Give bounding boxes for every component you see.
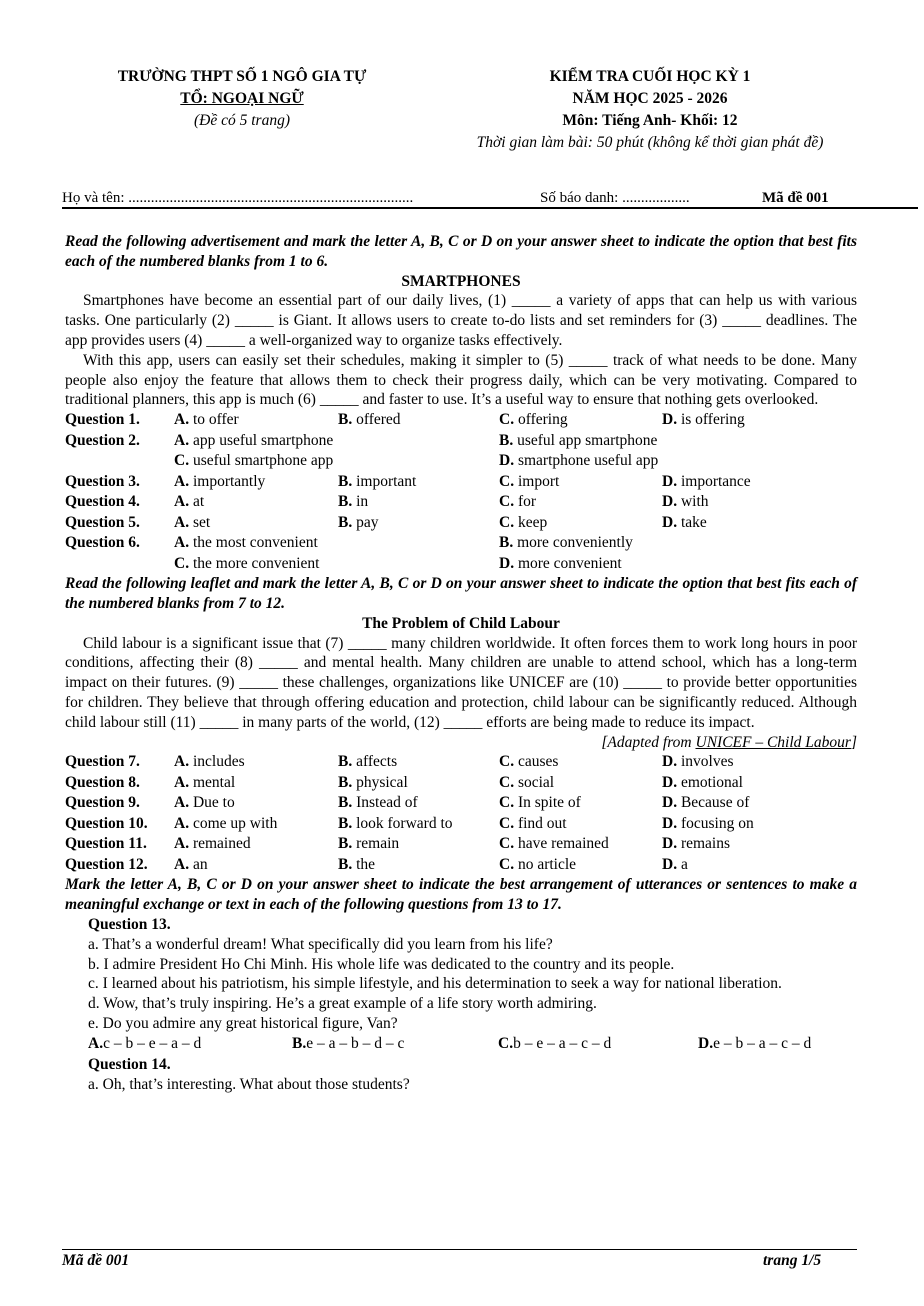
- option-letter: A.: [174, 513, 190, 531]
- question-label: Question 8.: [65, 773, 140, 791]
- option-a: includes: [192, 753, 245, 771]
- option-b: Instead of: [356, 794, 418, 812]
- footer-divider: [62, 1249, 857, 1250]
- source-prefix: [Adapted from: [601, 733, 696, 751]
- option-letter: D.: [662, 773, 678, 791]
- page-count-note: (Đề có 5 trang): [194, 112, 290, 129]
- option-letter: A.: [174, 431, 190, 449]
- section2-title: The Problem of Child Labour: [362, 614, 560, 632]
- question-label: Question 9.: [65, 794, 140, 812]
- option-d: take: [680, 513, 707, 531]
- question-row-continued: [65, 451, 857, 472]
- question-row: [65, 492, 857, 513]
- option-d: with: [680, 493, 709, 511]
- option-letter: C.: [499, 814, 515, 832]
- option-a: to offer: [192, 411, 239, 429]
- section3-instruction: Mark the letter A, B, C or D on your answer sheet to indicate the best arrangement of utterances or sentences to make a meaningful exchange or text in each of the following questions from 13 to 17.: [65, 876, 857, 914]
- q13-line-e: e. Do you admire any great historical figure, Van?: [88, 1014, 398, 1032]
- option-b: affects: [356, 753, 398, 771]
- option-d: remains: [680, 835, 731, 853]
- exam-body: [65, 232, 857, 1094]
- option-letter: C.: [499, 835, 515, 853]
- option-letter: C.: [499, 493, 515, 511]
- option-d: importance: [680, 472, 751, 490]
- q13-line-a: a. That’s a wonderful dream! What specifically did you learn from his life?: [88, 935, 553, 953]
- header-divider: [62, 207, 918, 209]
- option-d: emotional: [680, 773, 743, 791]
- option-letter: D.: [662, 835, 678, 853]
- option-letter: A.: [174, 814, 190, 832]
- option-d: e – b – a – c – d: [713, 1034, 812, 1052]
- option-b: pay: [356, 513, 379, 531]
- school-name: TRƯỜNG THPT SỐ 1 NGÔ GIA TỰ: [117, 68, 367, 85]
- option-d: is offering: [680, 411, 745, 429]
- option-a: mental: [192, 773, 236, 791]
- option-b: offered: [356, 411, 401, 429]
- option-c: b – e – a – c – d: [513, 1034, 612, 1052]
- question-row: [65, 793, 857, 814]
- option-c: useful smartphone app: [192, 452, 334, 470]
- option-d: a: [680, 855, 688, 873]
- option-c: causes: [517, 753, 559, 771]
- option-letter: D.: [499, 554, 515, 572]
- subject-line: Môn: Tiếng Anh- Khối: 12: [562, 112, 738, 129]
- question-label: Question 3.: [65, 472, 140, 490]
- option-letter: D.: [499, 452, 515, 470]
- option-a: remained: [192, 835, 251, 853]
- option-letter: A.: [174, 773, 190, 791]
- option-letter: B.: [338, 794, 353, 812]
- question-row: [65, 513, 857, 534]
- option-letter: A.: [174, 855, 190, 873]
- option-b: e – a – b – d – c: [306, 1034, 405, 1052]
- footer-exam-code: Mã đề 001: [62, 1252, 130, 1269]
- option-letter: C.: [499, 753, 515, 771]
- option-letter: B.: [338, 855, 353, 873]
- option-letter: A.: [174, 534, 190, 552]
- option-b: in: [356, 493, 369, 511]
- question-label: Question 2.: [65, 431, 140, 449]
- section1-paragraph-2: With this app, users can easily set their schedules, making it simpler to (5) _____ track of what needs to be done. Many people also enjoy the feature that allows them to check their progress daily, which can be very motivating. Compared to traditional planners, this app is much (6) _____ and faster to use. It’s a useful way to ensure that nothing gets overlooked.: [65, 351, 857, 409]
- option-b: physical: [356, 773, 408, 791]
- option-a: c – b – e – a – d: [103, 1034, 202, 1052]
- school-year: NĂM HỌC 2025 - 2026: [572, 90, 728, 107]
- option-letter: C.: [499, 773, 515, 791]
- option-d: Because of: [680, 794, 750, 812]
- option-a: set: [192, 513, 211, 531]
- option-b: look forward to: [356, 814, 453, 832]
- option-letter: C.: [174, 554, 190, 572]
- option-letter: A.: [174, 472, 190, 490]
- question-row-continued: [65, 554, 857, 575]
- footer-page-number: trang 1/5: [763, 1252, 822, 1269]
- option-letter: D.: [662, 411, 678, 429]
- option-a: the most convenient: [192, 534, 318, 552]
- time-line: Thời gian làm bài: 50 phút (không kể thời gian phát đề): [476, 134, 824, 151]
- option-b: the: [356, 855, 376, 873]
- option-d: involves: [680, 753, 734, 771]
- section1-title: SMARTPHONES: [401, 272, 521, 290]
- q13-options: [88, 1034, 857, 1055]
- section2-paragraph: Child labour is a significant issue that (7) _____ many children worldwide. It often forces them to work long hours in poor conditions, affecting their (8) _____ and mental health. Many children are unable to attend school, which has a long-term impact on their futures. (9) _____ these challenges, organizations like UNICEF are (10) _____ to provide better opportunities for children. They believe that through offering education and protection, child labour can be significantly reduced. Although child labour still (11) _____ in many parts of the world, (12) _____ efforts are being made to reduce its impact.: [65, 634, 857, 731]
- option-d: more convenient: [517, 554, 622, 572]
- question-label: Question 4.: [65, 493, 140, 511]
- question-row: [65, 814, 857, 835]
- source-citation: [65, 733, 857, 753]
- question-row: [65, 752, 857, 773]
- option-letter: D.: [698, 1034, 714, 1052]
- question-row: [65, 834, 857, 855]
- option-letter: D.: [662, 794, 678, 812]
- option-letter: A.: [174, 794, 190, 812]
- option-letter: A.: [88, 1034, 104, 1052]
- option-b: remain: [356, 835, 400, 853]
- option-letter: B.: [338, 835, 353, 853]
- header-left: [62, 66, 422, 132]
- option-a: an: [192, 855, 208, 873]
- option-d: focusing on: [680, 814, 754, 832]
- option-letter: A.: [174, 835, 190, 853]
- option-letter: B.: [499, 431, 514, 449]
- option-b: useful app smartphone: [517, 431, 658, 449]
- candidate-number-field: Số báo danh: ..................: [540, 190, 690, 206]
- question-label: Question 12.: [65, 855, 148, 873]
- option-c: social: [517, 773, 555, 791]
- student-name-field: Họ và tên: ............................................................................: [62, 190, 414, 206]
- option-letter: B.: [292, 1034, 307, 1052]
- option-letter: C.: [174, 452, 190, 470]
- option-letter: C.: [499, 855, 515, 873]
- option-letter: B.: [338, 513, 353, 531]
- option-a: at: [192, 493, 205, 511]
- option-c: the more convenient: [192, 554, 320, 572]
- question-label: Question 6.: [65, 534, 140, 552]
- option-letter: C.: [499, 472, 515, 490]
- option-c: find out: [517, 814, 567, 832]
- question-row: [65, 431, 857, 452]
- option-letter: D.: [662, 493, 678, 511]
- option-b: more conveniently: [517, 534, 633, 552]
- option-letter: B.: [338, 411, 353, 429]
- option-letter: B.: [499, 534, 514, 552]
- option-letter: B.: [338, 773, 353, 791]
- header-right: [420, 66, 880, 154]
- option-a: Due to: [192, 794, 235, 812]
- option-letter: D.: [662, 472, 678, 490]
- question-label: Question 5.: [65, 513, 140, 531]
- option-letter: C.: [498, 1034, 514, 1052]
- exam-code: Mã đề 001: [762, 190, 829, 206]
- question-label: Question 11.: [65, 835, 147, 853]
- option-letter: B.: [338, 472, 353, 490]
- option-c: keep: [517, 513, 548, 531]
- question-row: [65, 773, 857, 794]
- option-letter: D.: [662, 814, 678, 832]
- option-letter: C.: [499, 794, 515, 812]
- option-c: for: [517, 493, 537, 511]
- option-c: In spite of: [517, 794, 581, 812]
- department-name: TỔ: NGOẠI NGỮ: [180, 90, 304, 107]
- option-d: smartphone useful app: [517, 452, 659, 470]
- option-letter: A.: [174, 753, 190, 771]
- option-letter: D.: [662, 753, 678, 771]
- option-b: important: [356, 472, 417, 490]
- exam-title: KIỂM TRA CUỐI HỌC KỲ 1: [549, 68, 751, 85]
- question-row: [65, 472, 857, 493]
- question-row: [65, 533, 857, 554]
- question-14-label: Question 14.: [88, 1055, 171, 1073]
- option-a: app useful smartphone: [192, 431, 334, 449]
- option-a: come up with: [192, 814, 278, 832]
- question-13-label: Question 13.: [88, 915, 171, 933]
- option-letter: D.: [662, 855, 678, 873]
- option-letter: B.: [338, 493, 353, 511]
- section2-instruction: Read the following leaflet and mark the letter A, B, C or D on your answer sheet to indicate the option that best fits each of the numbered blanks from 7 to 12.: [65, 575, 857, 612]
- question-label: Question 10.: [65, 814, 148, 832]
- option-a: importantly: [192, 472, 266, 490]
- option-letter: D.: [662, 513, 678, 531]
- q14-line-a: a. Oh, that’s interesting. What about those students?: [88, 1075, 410, 1093]
- q13-line-b: b. I admire President Ho Chi Minh. His whole life was dedicated to the country and its people.: [88, 955, 675, 973]
- option-letter: C.: [499, 513, 515, 531]
- question-label: Question 7.: [65, 753, 140, 771]
- section1-instruction: Read the following advertisement and mark the letter A, B, C or D on your answer sheet to indicate the option that best fits each of the numbered blanks from 1 to 6.: [65, 233, 857, 270]
- option-c: no article: [517, 855, 577, 873]
- question-row: [65, 410, 857, 431]
- source-link: UNICEF – Child Labour: [695, 733, 851, 751]
- option-c: import: [517, 472, 560, 490]
- q13-line-d: d. Wow, that’s truly inspiring. He’s a great example of a life story worth admiring.: [88, 995, 597, 1013]
- section1-paragraph-1: Smartphones have become an essential part of our daily lives, (1) _____ a variety of apps that can help us with various tasks. One particularly (2) _____ is Giant. It allows users to create to-do lists and set reminders for (3) _____ deadlines. The app provides users (4) _____ a well-organized way to organize tasks effectively.: [65, 292, 857, 349]
- option-letter: A.: [174, 411, 190, 429]
- option-letter: A.: [174, 493, 190, 511]
- option-c: have remained: [517, 835, 609, 853]
- question-label: Question 1.: [65, 411, 140, 429]
- source-suffix: ]: [850, 733, 857, 751]
- option-letter: B.: [338, 753, 353, 771]
- question-row: [65, 855, 857, 876]
- option-letter: C.: [499, 411, 515, 429]
- option-c: offering: [517, 411, 568, 429]
- q13-line-c: c. I learned about his patriotism, his simple lifestyle, and his determination to seek a way for national liberation.: [88, 975, 782, 993]
- option-letter: B.: [338, 814, 353, 832]
